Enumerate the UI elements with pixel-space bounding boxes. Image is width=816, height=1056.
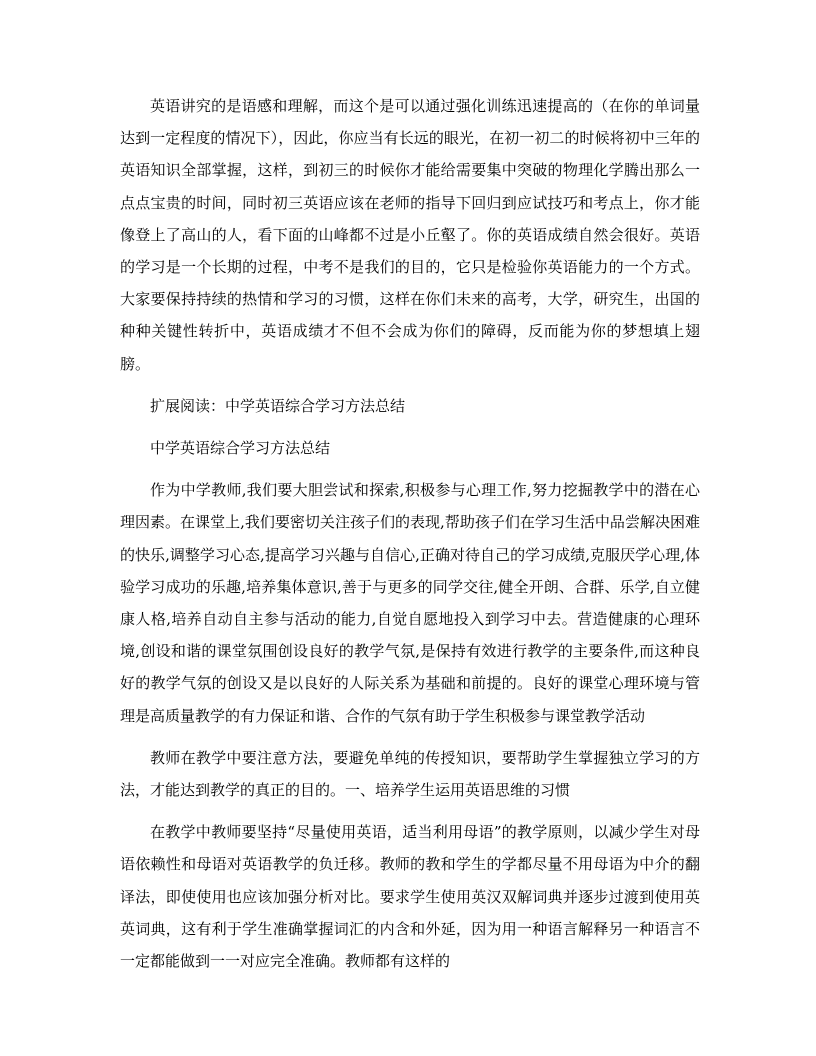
paragraph-teacher-psychology: 作为中学教师,我们要大胆尝试和探索,积极参与心理工作,努力挖掘教学中的潜在心理因素。在课堂上,我们要密切关注孩子们的表现,帮助孩子们在学习生活中品尝解决困难的快乐,调整学习心态,提高学习兴趣与自信心,正确对待自己的学习成绩,克服厌学心理,体验学习成功的乐趣,培养集体意识,善于与更多的同学交往,健全开朗、合群、乐学,自立健康人格,培养自动自主参与活动的能力,自觉自愿地投入到学习中去。营造健康的心理环境,创设和谐的课堂氛围创设良好的教学气氛,是保持有效进行教学的主要条件,而这种良好的教学气氛的创设又是以良好的人际关系为基础和前提的。良好的课堂心理环境与管理是高质量教学的有力保证和谐、合作的气氛有助于学生积极参与课堂教学活动	[120, 481, 700, 725]
section-title: 中学英语综合学习方法总结	[150, 439, 331, 458]
paragraph-teaching-methods: 教师在教学中要注意方法，要避免单纯的传授知识，要帮助学生掌握独立学习的方法，才能达到教学的真正的目的。一、培养学生运用英语思维的习惯	[120, 748, 700, 800]
document-body	[120, 90, 700, 987]
paragraph-english-thinking: 在教学中教师要坚持“尽量使用英语，适当利用母语”的教学原则，以减少学生对母语依赖性和母语对英语教学的负迁移。教师的教和学生的学都尽量不用母语为中介的翻译法，即使使用也应该加强分析对比。要求学生使用英汉双解词典并逐步过渡到使用英英词典，这有利于学生准确掌握词汇的内含和外延，因为用一种语言解释另一种语言不一定都能做到一一对应完全准确。教师都有这样的	[120, 823, 700, 971]
extended-reading-heading: 扩展阅读：中学英语综合学习方法总结	[150, 396, 406, 415]
paragraph-english-learning: 英语讲究的是语感和理解，而这个是可以通过强化训练迅速提高的（在你的单词量达到一定程度的情况下），因此，你应当有长远的眼光，在初一初二的时候将初中三年的英语知识全部掌握，这样，到初三的时候你才能给需要集中突破的物理化学腾出那么一点点宝贵的时间，同时初三英语应该在老师的指导下回归到应试技巧和考点上，你才能像登上了高山的人，看下面的山峰都不过是小丘壑了。你的英语成绩自然会很好。英语的学习是一个长期的过程，中考不是我们的目的，它只是检验你英语能力的一个方式。大家要保持持续的热情和学习的习惯，这样在你们未来的高考，大学，研究生，出国的种种关键性转折中，英语成绩才不但不会成为你们的障碍，反而能为你的梦想填上翅膀。	[120, 97, 700, 373]
